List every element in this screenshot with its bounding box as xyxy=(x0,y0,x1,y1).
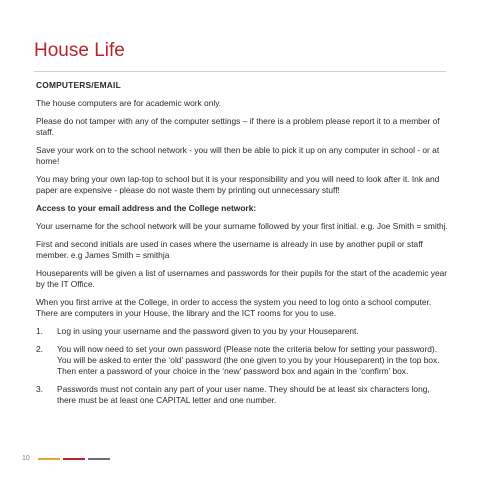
page-number: 10 xyxy=(22,455,30,462)
paragraph: Houseparents will be given a list of usernames and passwords for their pupils for the start of the academic year by the IT Office. xyxy=(36,268,448,289)
list-number: 2. xyxy=(36,344,43,354)
paragraph: Save your work on to the school network - you will then be able to pick it up on any computer in school - or at home! xyxy=(36,145,440,166)
paragraph: Your username for the school network will be your surname followed by your first initial. e.g. Joe Smith = smithj. xyxy=(36,221,448,231)
list-text: You will now need to set your own password (Please note the criteria below for setting your password). You will be asked to enter the ‘old’ password (the one given to you by your Houseparent) in the top box. Then enter a password of your choice in the ‘new’ password box and again in the ‘confirm’ box. xyxy=(57,344,440,376)
list-item xyxy=(36,384,448,406)
list-text: Passwords must not contain any part of your user name. They should be at least six characters long, there must be at least one CAPITAL letter and one number. xyxy=(57,384,430,405)
footer-bar-red xyxy=(63,458,85,460)
title-divider xyxy=(34,71,446,72)
subheading: Access to your email address and the College network: xyxy=(36,203,257,213)
list-item xyxy=(36,326,448,337)
footer-bar-grey xyxy=(88,458,110,460)
steps-list xyxy=(36,326,448,406)
page-title: House Life xyxy=(34,40,125,61)
paragraph: The house computers are for academic work only. xyxy=(36,98,222,108)
list-number: 1. xyxy=(36,326,43,336)
paragraph: You may bring your own lap-top to school but it is your responsibility and you will need to look after it. Ink and paper are expensive - please do not waste them by printing out unnecessary stuff! xyxy=(36,174,440,195)
footer-bar-orange xyxy=(38,458,60,460)
paragraph: Please do not tamper with any of the computer settings – if there is a problem please report it to a member of staff. xyxy=(36,116,440,137)
section-heading: COMPUTERS/EMAIL xyxy=(36,80,121,90)
page-footer xyxy=(22,455,113,462)
list-number: 3. xyxy=(36,384,43,394)
paragraph: First and second initials are used in cases where the username is already in use by another pupil or staff member. e.g James Smith = smithja xyxy=(36,239,423,260)
main-content xyxy=(36,80,448,413)
paragraph: When you first arrive at the College, in order to access the system you need to log onto a school computer. There are computers in your House, the library and the ICT rooms for you to use. xyxy=(36,297,432,318)
list-item xyxy=(36,344,448,377)
list-text: Log in using your username and the password given to you by your Houseparent. xyxy=(57,326,359,336)
